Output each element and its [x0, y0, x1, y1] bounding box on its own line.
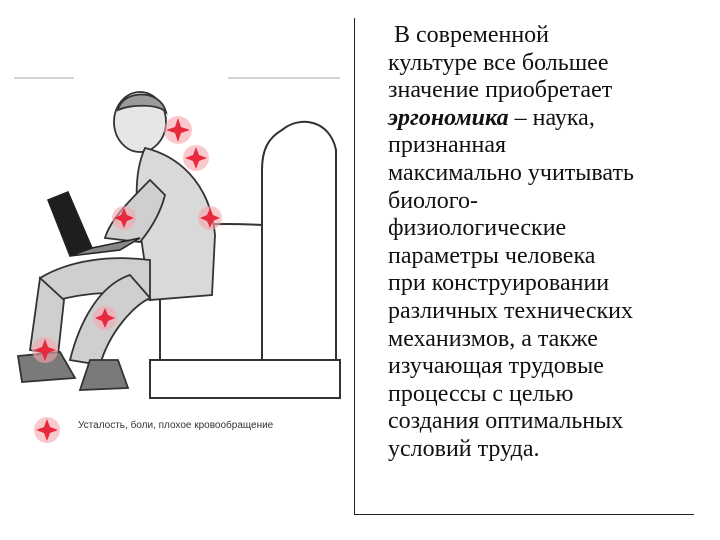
text-line: культуре все большее: [388, 49, 609, 76]
ergonomics-definition: [388, 22, 688, 464]
text-line: признанная: [388, 132, 507, 159]
text-line: В современной: [394, 22, 550, 48]
text-line: различных технических: [388, 297, 633, 324]
text-line: создания оптимальных: [388, 408, 624, 435]
text-line: процессы с целью: [388, 380, 574, 407]
ergonomics-term: эргономика: [388, 104, 509, 131]
text-line: изучающая трудовые: [388, 353, 604, 380]
text-line: максимально учитывать: [388, 159, 634, 186]
text-line: значение приобретает: [388, 77, 613, 104]
illustration-caption: Усталость, боли, плохое кровообращение: [78, 420, 274, 431]
text-fragment: – наука,: [508, 104, 595, 131]
text-line: механизмов, а также: [388, 325, 598, 352]
text-line: биолого-: [388, 187, 478, 214]
text-line: параметры человека: [388, 242, 596, 269]
text-line: физиологические: [388, 215, 567, 242]
text-line: условий труда.: [388, 435, 540, 462]
text-line: [388, 105, 688, 133]
ergonomics-illustration: [0, 60, 350, 460]
text-line: при конструировании: [388, 270, 610, 297]
